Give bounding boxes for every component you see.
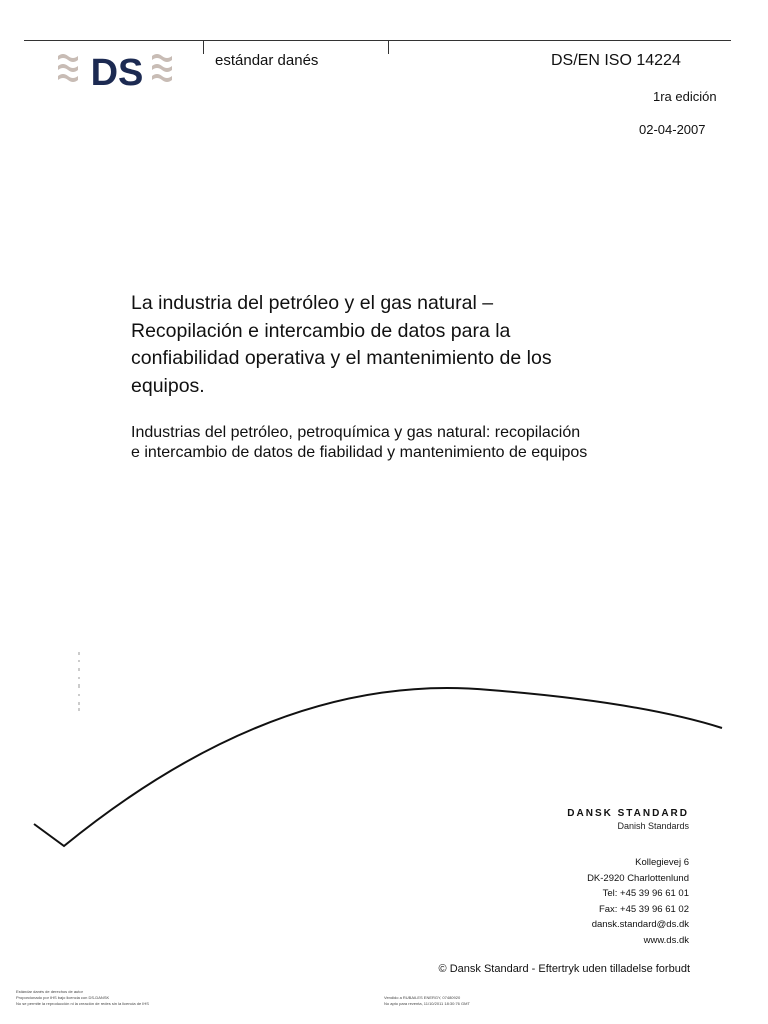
document-subtitle: Industrias del petróleo, petroquímica y gas natural: recopilación e intercambio de datos de fiabilidad y mantenimiento de equipos <box>131 424 588 461</box>
email-line: dansk.standard@ds.dk <box>591 919 689 930</box>
fine-print-line: Estándar danés de derechos de autor <box>16 989 83 994</box>
wave-icon-right <box>152 54 172 82</box>
license-notice-right <box>384 995 470 1007</box>
wave-icon-left <box>58 54 78 82</box>
address-line: Kollegievej 6 <box>635 857 689 868</box>
publisher-subname: Danish Standards <box>617 821 689 831</box>
edition: 1ra edición <box>653 89 717 104</box>
publication-date: 02-04-2007 <box>639 122 706 137</box>
fine-print-line: No apto para reventa, 11/10/2011 18:30:76 GMT <box>384 1001 470 1006</box>
ds-logo <box>56 50 178 92</box>
top-rule <box>24 40 731 41</box>
header-divider-tick <box>388 40 389 54</box>
website-line: www.ds.dk <box>643 934 689 946</box>
city-line: DK-2920 Charlottenlund <box>587 872 689 884</box>
fine-print-line: No se permite la reproducción ni la creación de redes sin la licencia de IHS <box>16 1001 149 1006</box>
header-divider-tick <box>203 40 204 54</box>
standard-code: DS/EN ISO 14224 <box>551 52 681 69</box>
decorative-arc <box>0 640 768 870</box>
standard-label: estándar danés <box>215 52 319 69</box>
fine-print-line: Vendido a RUBAILES ENERGY, 07480920 <box>384 995 461 1000</box>
phone-line: Tel: +45 39 96 61 01 <box>602 888 689 899</box>
fax-line: Fax: +45 39 96 61 02 <box>598 903 689 915</box>
license-notice-left <box>16 989 149 1007</box>
fine-print-line: Proporcionado por IHS bajo licencia con DS-DANSK <box>16 995 110 1000</box>
logo-text: DS <box>90 52 144 92</box>
publisher-name: DANSK STANDARD <box>567 808 689 819</box>
document-title: La industria del petróleo y el gas natural – Recopilación e intercambio de datos para la confiabilidad operativa y el mantenimiento de los equipos. <box>131 292 552 397</box>
publisher-contact <box>587 855 689 948</box>
publisher-block <box>567 808 689 831</box>
copyright-notice: © Dansk Standard - Eftertryk uden tilladelse forbudt <box>438 963 690 975</box>
